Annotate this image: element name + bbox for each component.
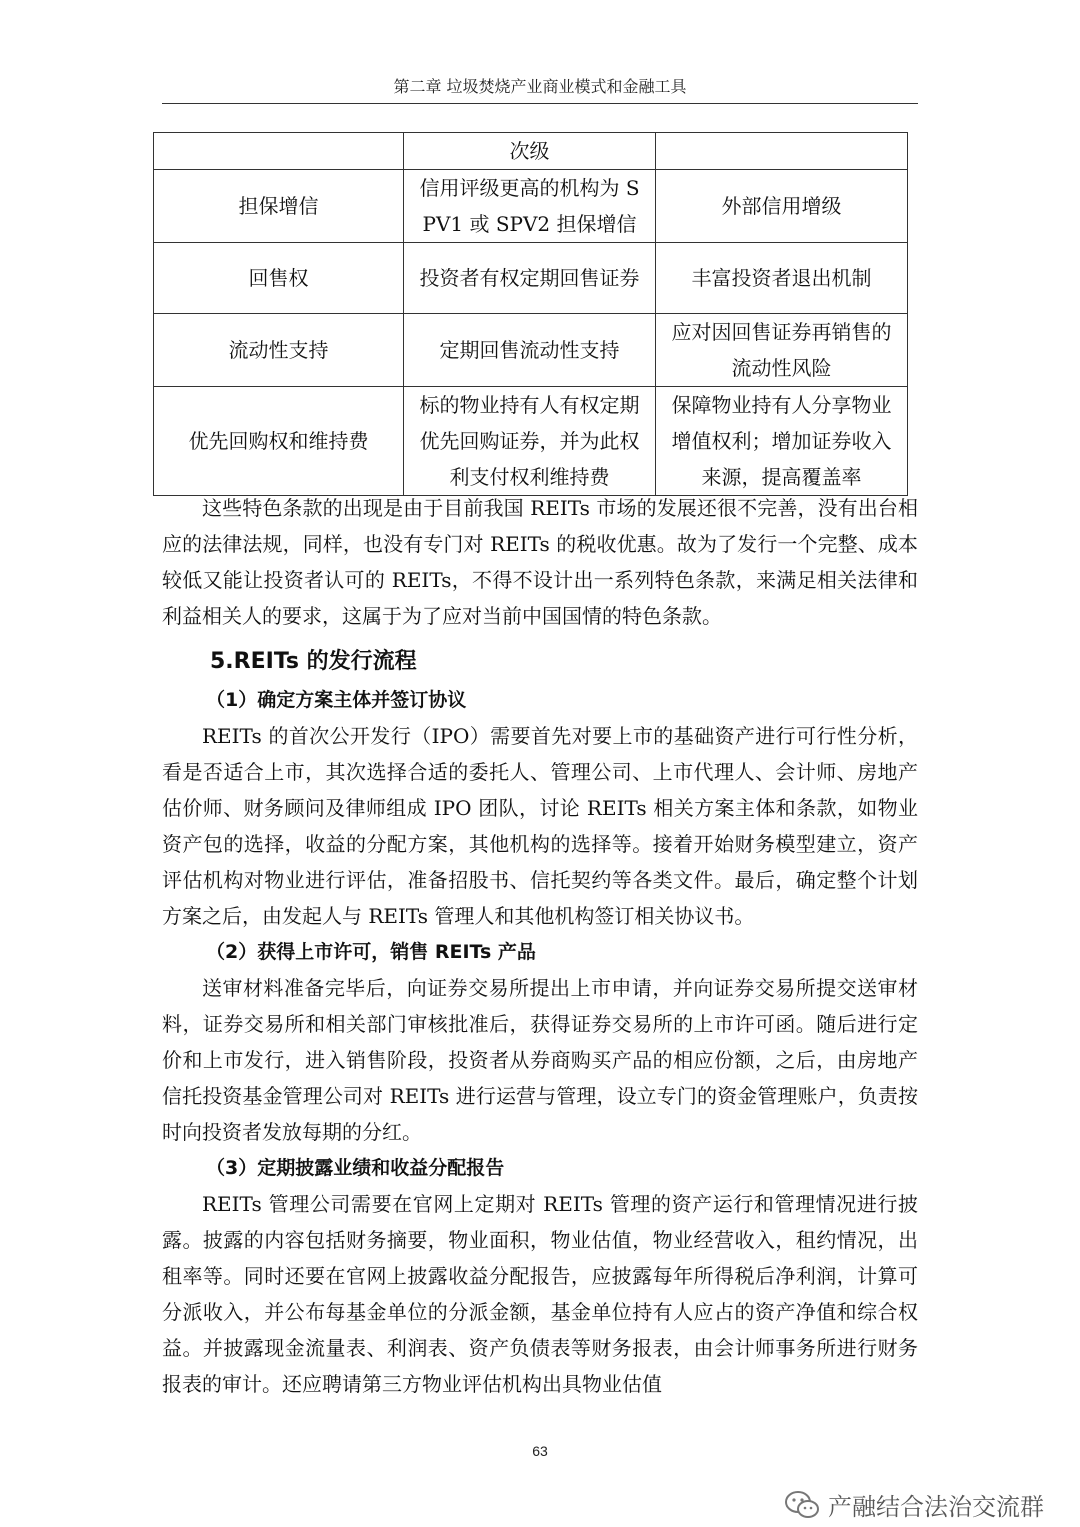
- subsection-paragraph-2: 送审材料准备完毕后，向证券交易所提出上市申请，并向证券交易所提交送审材料，证券交易所和相关部门审核批准后，获得证券交易所的上市许可函。随后进行定价和上市发行，进入销售阶段，投资者从券商购买产品的相应份额，之后，由房地产信托投资基金管理公司对 REITs 进行运营与管理，设立专门的资金管理账户，负责按时向投资者发放每期的分红。: [162, 976, 918, 1144]
- table-cell: 应对因回售证券再销售的流动性风险: [656, 314, 908, 387]
- watermark: [784, 1487, 1044, 1522]
- table-cell: 外部信用增级: [656, 170, 908, 243]
- subsection-heading-2: （2）获得上市许可，销售 REITs 产品: [206, 941, 536, 963]
- subsection-paragraph-3: REITs 管理公司需要在官网上定期对 REITs 管理的资产运行和管理情况进行披露。披露的内容包括财务摘要，物业面积，物业估值，物业经营收入，租约情况，出租率等。同时还要在官网上披露收益分配报告，应披露每年所得税后净利润，计算可分派收入，并公布每基金单位的分派金额，基金单位持有人应占的资产净值和综合权益。并披露现金流量表、利润表、资产负债表等财务报表，由会计师事务所进行财务报表的审计。还应聘请第三方物业评估机构出具物业估值: [162, 1192, 918, 1396]
- table-cell: 优先回购权和维持费: [154, 387, 404, 496]
- table-cell: 定期回售流动性支持: [404, 314, 656, 387]
- table-cell: [154, 133, 404, 170]
- table-row: [154, 387, 908, 496]
- table-cell: 保障物业持有人分享物业增值权利；增加证券收入来源，提高覆盖率: [656, 387, 908, 496]
- wechat-icon: [784, 1490, 820, 1520]
- page-number: 63: [532, 1443, 548, 1459]
- table-cell: 担保增信: [154, 170, 404, 243]
- header-rule: [162, 103, 918, 104]
- table-row: [154, 243, 908, 314]
- table-cell: [656, 133, 908, 170]
- table-cell: 投资者有权定期回售证券: [404, 243, 656, 314]
- table-cell: 次级: [404, 133, 656, 170]
- table-cell: 标的物业持有人有权定期优先回购证券，并为此权利支付权利维持费: [404, 387, 656, 496]
- table-cell: 流动性支持: [154, 314, 404, 387]
- subsection-paragraph-1: REITs 的首次公开发行（IPO）需要首先对要上市的基础资产进行可行性分析，看是否适合上市，其次选择合适的委托人、管理公司、上市代理人、会计师、房地产估价师、财务顾问及律师组成 IPO 团队，讨论 REITs 相关方案主体和条款，如物业资产包的选择，收益的分配方案，其他机构的选择等。接着开始财务模型建立，资产评估机构对物业进行评估，准备招股书、信托契约等各类文件。最后，确定整个计划方案之后，由发起人与 REITs 管理人和其他机构签订相关协议书。: [162, 724, 918, 928]
- subsection-heading-3: （3）定期披露业绩和收益分配报告: [206, 1157, 505, 1179]
- body-text: [162, 490, 918, 1402]
- table-row: [154, 133, 908, 170]
- section-heading: 5.REITs 的发行流程: [210, 649, 417, 674]
- terms-table: [153, 132, 908, 496]
- table-cell: 丰富投资者退出机制: [656, 243, 908, 314]
- table-row: [154, 314, 908, 387]
- watermark-text: 产融结合法治交流群: [828, 1493, 1044, 1521]
- subsection-heading-1: （1）确定方案主体并签订协议: [206, 689, 467, 711]
- table-row: [154, 170, 908, 243]
- intro-paragraph: 这些特色条款的出现是由于目前我国 REITs 市场的发展还很不完善，没有出台相应的法律法规，同样，也没有专门对 REITs 的税收优惠。故为了发行一个完整、成本较低又能让投资者认可的 REITs，不得不设计出一系列特色条款，来满足相关法律和利益相关人的要求，这属于为了应对当前中国国情的特色条款。: [162, 496, 918, 628]
- page-header: 第二章 垃圾焚烧产业商业模式和金融工具: [393, 77, 687, 96]
- table-cell: 回售权: [154, 243, 404, 314]
- table-cell: 信用评级更高的机构为 SPV1 或 SPV2 担保增信: [404, 170, 656, 243]
